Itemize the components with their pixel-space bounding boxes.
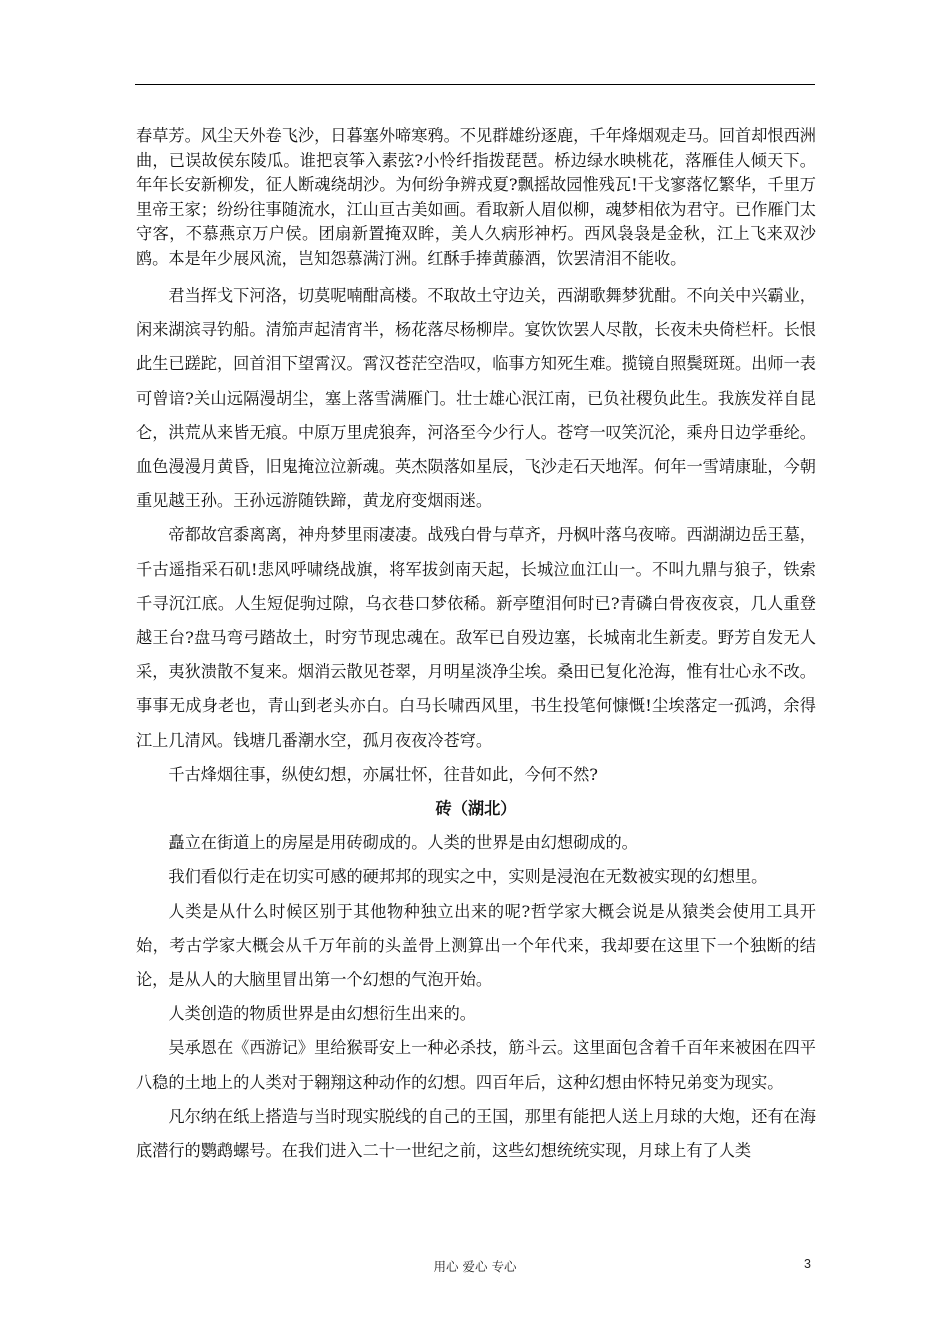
page-number: 3	[804, 1257, 811, 1271]
poem-paragraph-continued: 春草芳。风尘天外卷飞沙，日暮塞外啼寒鸦。不见群雄纷逐鹿，千年烽烟观走马。回首却恨西洲曲，已误故侯东陵瓜。谁把哀筝入素弦?小怜纤指拨琵琶。桥边绿水映桃花，落雁佳人倾天下。年年长安新柳发，征人断魂绕胡沙。为何纷争辨戎夏?飘摇故园惟残瓦!干戈寥落忆繁华，千里万里帝王家；纷纷往事随流水，江山亘古美如画。看取新人眉似柳，魂梦相依为君守。已作雁门太守客，不慕燕京万户侯。团扇新置掩双眸，美人久病形神朽。西风袅袅是金秋，江上飞来双沙鸥。本是年少展风流，岂知怨慕满汀洲。红酥手捧黄藤酒，饮罢清泪不能收。	[136, 126, 816, 268]
poem-paragraph: 帝都故宫黍离离，神舟梦里雨凄凄。战残白骨与草齐，丹枫叶落乌夜啼。西湖湖边岳王墓，千古遥指采石矶!悲风呼啸绕战旗，将军拔剑南天起，长城泣血江山一。不叫九鼎与狼子，铁索千寻沉江底。人生短促驹过隙，乌衣巷口梦依稀。新亭堕泪何时已?青磷白骨夜夜哀，几人重登越王台?盘马弯弓踏故土，时穷节现忠魂在。敌军已自殁边塞，长城南北生新麦。野芳自发无人采，夷狄溃散不复来。烟消云散见苍翠，月明星淡净尘埃。桑田已复化沧海，惟有壮心永不改。事事无成身老也，青山到老头亦白。白马长啸西风里，书生投笔何慷慨!尘埃落定一孤鸿，余得江上几清风。钱塘几番潮水空，孤月夜夜冷苍穹。	[136, 525, 816, 750]
essay-paragraph: 我们看似行走在切实可感的硬邦邦的现实之中，实则是浸泡在无数被实现的幻想里。	[168, 867, 768, 887]
essay-paragraph: 人类是从什么时候区别于其他物种独立出来的呢?哲学家大概会说是从猿类会使用工具开始，考古学家大概会从千万年前的头盖骨上测算出一个年代来，我却要在这里下一个独断的结论，是从人的大脑里冒出第一个幻想的气泡开始。	[136, 901, 816, 990]
header-rule	[135, 84, 815, 85]
section-title: 砖（湖北）	[435, 799, 517, 819]
body-section	[136, 279, 816, 1168]
footer-slogan: 用心 爱心 专心	[433, 1259, 517, 1274]
essay-paragraph: 矗立在街道上的房屋是用砖砌成的。人类的世界是由幻想砌成的。	[168, 833, 638, 853]
poem-paragraph: 君当挥戈下河洛，切莫呢喃酣高楼。不取故土守边关，西湖歌舞梦犹酣。不向关中兴霸业，闲来湖滨寻钓船。清笳声起清宵半，杨花落尽杨柳岸。宴饮饮罢人尽散，长夜未央倚栏杆。长恨此生已蹉跎，回首泪下望霄汉。霄汉苍茫空浩叹，临事方知死生难。揽镜自照鬓斑斑。出师一表可曾谙?关山远隔漫胡尘，塞上落雪满雁门。壮士雄心泯江南，已负社稷负此生。我族发祥自昆仑，洪荒从来皆无痕。中原万里虎狼奔，河洛至今少行人。苍穹一叹笑沉沦，乘舟日边学垂纶。血色漫漫月黄昏，旧鬼掩泣泣新魂。英杰陨落如星辰，飞沙走石天地浑。何年一雪靖康耻，今朝重见越王孙。王孙远游随铁蹄，黄龙府变烟雨迷。	[136, 286, 816, 511]
essay-paragraph: 凡尔纳在纸上搭造与当时现实脱线的自己的王国，那里有能把人送上月球的大炮，还有在海底潜行的鹦鹉螺号。在我们进入二十一世纪之前，这些幻想统统实现，月球上有了人类	[136, 1106, 816, 1161]
essay-paragraph: 吴承恩在《西游记》里给猴哥安上一种必杀技，筋斗云。这里面包含着千百年来被困在四平八稳的土地上的人类对于翱翔这种动作的幻想。四百年后，这种幻想由怀特兄弟变为现实。	[136, 1038, 816, 1092]
closing-line: 千古烽烟往事，纵使幻想，亦属壮怀，往昔如此，今何不然?	[168, 764, 598, 784]
essay-paragraph: 人类创造的物质世界是由幻想衍生出来的。	[168, 1004, 476, 1024]
page-content	[136, 124, 816, 1168]
poem-section	[136, 124, 816, 271]
